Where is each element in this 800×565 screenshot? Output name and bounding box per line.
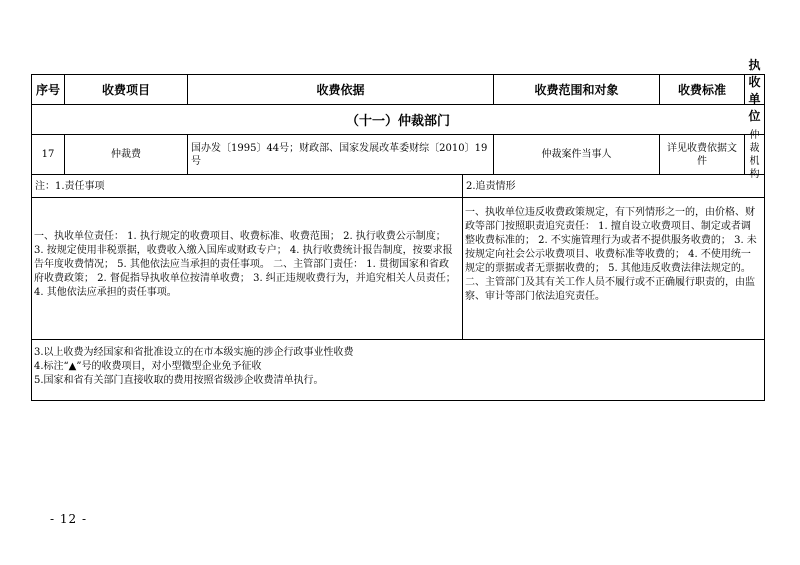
footnotes-row — [32, 340, 764, 400]
header-unit: 执收单位 — [748, 57, 761, 123]
section-title: （十一）仲裁部门 — [345, 114, 450, 129]
footnotes — [34, 346, 762, 388]
responsibility-cell — [32, 198, 463, 339]
note-label-right: 2.追责情形 — [466, 180, 516, 192]
header-basis: 收费依据 — [188, 75, 494, 104]
accountability-cell — [463, 198, 764, 339]
page-number: - 12 - — [50, 512, 88, 526]
row-scope: 仲裁案件当事人 — [494, 135, 660, 174]
note-label-row — [32, 175, 764, 198]
row-no: 17 — [32, 135, 65, 174]
section-title-row — [32, 105, 764, 135]
footnote-4: 4.标注“▲”号的收费项目，对小型微型企业免予征收 — [34, 361, 262, 372]
responsibility-row — [32, 198, 764, 340]
row-basis: 国办发〔1995〕44号；财政部、国家发展改革委财综〔2010〕19号 — [188, 135, 494, 174]
row-unit: 仲裁机构 — [749, 129, 760, 180]
note-label: 注：1.责任事项 — [32, 175, 463, 197]
header-item: 收费项目 — [65, 75, 188, 104]
fee-list-table — [31, 57, 765, 401]
table-row — [32, 129, 764, 180]
footnote-5: 5.国家和省有关部门直接收取的费用按照省级涉企收费清单执行。 — [34, 375, 324, 386]
header-scope: 收费范围和对象 — [494, 75, 660, 104]
accountability-text: 一、执收单位违反收费政策规定，有下列情形之一的，由价格、财政等部门按照职责追究责任： 1. 擅自设立收费项目、制定或者调整收费标准的； 2. 不实施管理行为或者不提供服务收费的； 3. 未按规定向社会公示收费项目、收费标准等收费的； 4. 不使用统一规定的票据或者无票据收费的； 5. 其他违反收费法律法规定的。 二、主管部门及其有关工作人员不履行或不正确履行职责的，由监察、审计等部门依法追究责任。 — [465, 207, 757, 302]
footnote-3: 3.以上收费为经国家和省批准设立的在市本级实施的涉企行政事业性收费 — [34, 347, 354, 358]
header-standard: 收费标准 — [660, 75, 745, 104]
header-no: 序号 — [32, 75, 65, 104]
responsibility-text: 一、执收单位责任： 1. 执行规定的收费项目、收费标准、收费范围； 2. 执行收费公示制度； 3. 按规定使用非税票据，收费收入缴入国库或财政专户； 4. 执行收费统计报告制度，按要求报告年度收费情况； 5. 其他依法应当承担的责任事项。 二、主管部门责任： 1. 贯彻国家和省政府收费政策； 2. 督促指导执收单位按清单收费； 3. 纠正违规收费行为，并追究相关人员责任； 4. 其他依法应承担的责任事项。 — [34, 231, 456, 298]
row-standard: 详见收费依据文件 — [660, 135, 745, 174]
row-item: 仲裁费 — [65, 135, 188, 174]
